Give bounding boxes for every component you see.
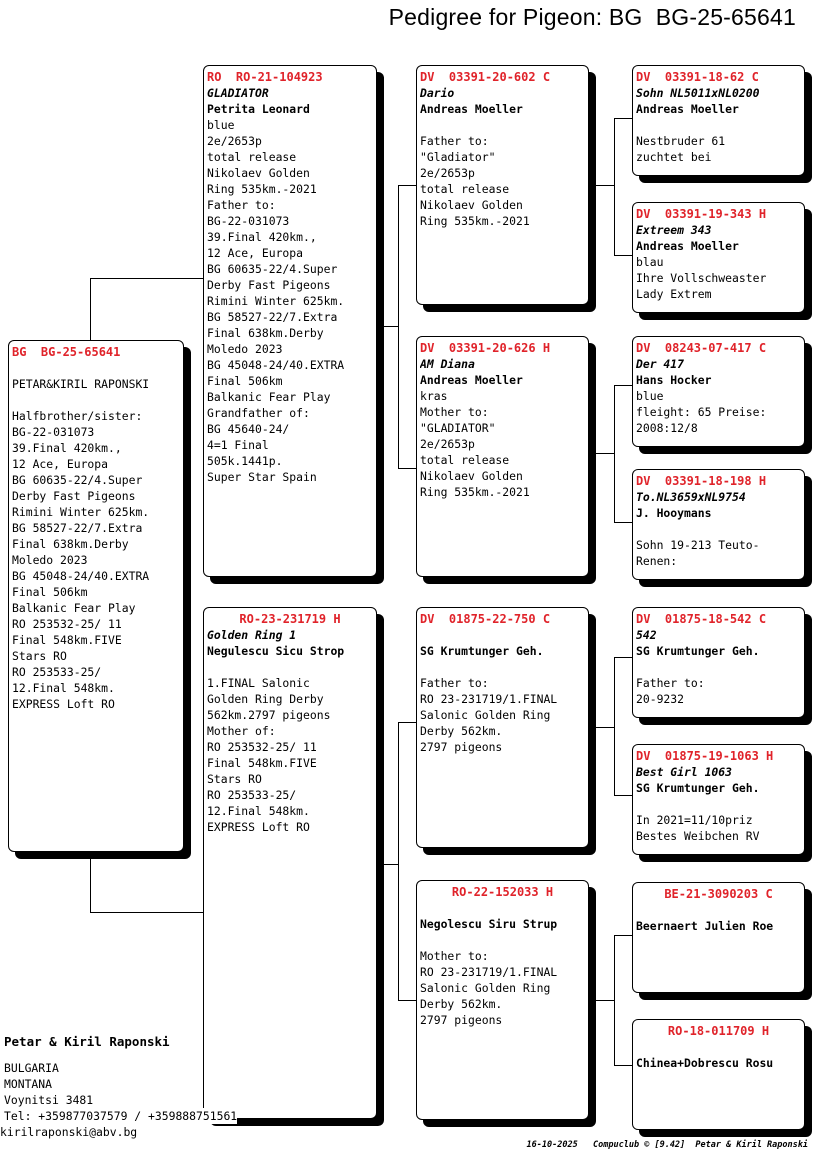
connector	[398, 468, 416, 469]
connector	[377, 326, 398, 327]
breeder-name: SG Krumtunger Geh.	[420, 644, 544, 658]
connector	[614, 935, 615, 1065]
pigeon-name: Golden Ring 1	[207, 628, 297, 642]
detail-line	[207, 659, 373, 675]
ring-number: DV 03391-19-343 H	[636, 207, 767, 221]
detail-line: total release	[420, 182, 510, 196]
detail-line: blue	[207, 118, 235, 132]
detail-line: Final 638km.Derby	[12, 537, 129, 551]
detail-line: Final 506km	[207, 374, 283, 388]
ring-number: RO-22-152033 H	[451, 885, 554, 899]
detail-line: Rimini Winter 625km.	[12, 505, 150, 519]
pigeon-card-fff[interactable]	[632, 65, 805, 176]
pigeon-details	[636, 659, 801, 707]
pigeon-name: Der 417	[636, 357, 685, 371]
detail-line: Father to:	[207, 198, 276, 212]
detail-line: Stars RO	[12, 649, 67, 663]
ring-number: RO RO-21-104923	[207, 70, 323, 84]
detail-line: RO 253532-25/ 11	[207, 740, 317, 754]
breeder-name: Andreas Moeller	[636, 239, 739, 253]
detail-line: 12 Ace, Europa	[207, 246, 304, 260]
detail-line: BG 45048-24/40.EXTRA	[207, 358, 345, 372]
detail-line: In 2021=11/10priz	[636, 813, 753, 827]
pigeon-card-ffm[interactable]	[632, 202, 805, 313]
breeder-name: Chinea+Dobrescu Rosu	[636, 1056, 774, 1070]
ring-number: DV 03391-18-62 C	[636, 70, 759, 84]
ring-number: RO-18-011709 H	[667, 1024, 770, 1038]
pigeon-card-mmm[interactable]	[632, 1019, 805, 1130]
connector	[614, 118, 615, 255]
connector	[614, 255, 632, 256]
detail-line: Final 506km	[12, 585, 88, 599]
detail-line: BG 58527-22/7.Extra	[12, 521, 143, 535]
connector	[398, 722, 399, 1000]
breeder-name: Beernaert Julien Roe	[636, 919, 774, 933]
detail-line: RO 253533-25/	[207, 788, 297, 802]
detail-line: BG 60635-22/4.Super	[12, 473, 143, 487]
connector	[398, 1000, 416, 1001]
detail-line: PETAR&KIRIL RAPONSKI	[12, 377, 150, 391]
breeder-name: Andreas Moeller	[420, 102, 523, 116]
breeder-name: Negulescu Sicu Strop	[207, 644, 345, 658]
ring-number: BE-21-3090203 C	[664, 887, 773, 901]
detail-line	[636, 659, 801, 675]
detail-line: 20-9232	[636, 692, 685, 706]
detail-line: 505k.1441p.	[207, 454, 283, 468]
connector	[614, 657, 615, 795]
detail-line	[420, 932, 585, 948]
connector	[589, 727, 614, 728]
detail-line: kras	[420, 389, 448, 403]
detail-line: Moledo 2023	[207, 342, 283, 356]
pigeon-details	[636, 388, 801, 436]
connector	[589, 185, 614, 186]
detail-line: Ring 535km.-2021	[420, 214, 530, 228]
detail-line: RO 253533-25/	[12, 665, 102, 679]
breeder-name: Hans Hocker	[636, 373, 712, 387]
detail-line: Ring 535km.-2021	[207, 182, 317, 196]
pigeon-details	[636, 254, 801, 302]
detail-line	[12, 360, 180, 376]
pigeon-name	[636, 902, 801, 918]
detail-line: 562km.2797 pigeons	[207, 708, 331, 722]
connector	[614, 795, 632, 796]
pigeon-details	[420, 117, 585, 229]
detail-line: EXPRESS Loft RO	[207, 820, 310, 834]
detail-line: zuchtet bei	[636, 150, 712, 164]
detail-line: "Gladiator"	[420, 150, 496, 164]
pigeon-details	[636, 796, 801, 844]
detail-line: Nikolaev Golden	[207, 166, 310, 180]
pigeon-details	[420, 388, 585, 500]
detail-line: Lady Extrem	[636, 287, 712, 301]
pigeon-card-mm[interactable]	[416, 880, 589, 1120]
detail-line: 12.Final 548km.	[12, 681, 115, 695]
detail-line: BG 45640-24/	[207, 422, 290, 436]
ring-number: DV 01875-19-1063 H	[636, 749, 774, 763]
pigeon-name: GLADIATOR	[207, 86, 269, 100]
breeder-name: SG Krumtunger Geh.	[636, 781, 760, 795]
pigeon-details	[420, 932, 585, 1028]
ring-number: DV 08243-07-417 C	[636, 341, 767, 355]
page-title: Pedigree for Pigeon: BG BG-25-65641	[388, 4, 796, 30]
connector	[589, 1000, 614, 1001]
detail-line: BG-22-031073	[207, 214, 290, 228]
detail-line: BG-22-031073	[12, 425, 95, 439]
owner-email: kirilraponski@abv.bg	[0, 1125, 138, 1139]
breeder-name: Andreas Moeller	[636, 102, 739, 116]
detail-line: Golden Ring Derby	[207, 692, 324, 706]
detail-line	[420, 659, 585, 675]
detail-line: Mother to:	[420, 949, 489, 963]
connector	[90, 278, 91, 340]
detail-line: 2797 pigeons	[420, 1013, 503, 1027]
pigeon-name: Extreem 343	[636, 223, 712, 237]
detail-line: 2e/2653p	[207, 134, 262, 148]
pigeon-card-fm[interactable]	[416, 336, 589, 577]
ring-number: RO-23-231719 H	[239, 612, 341, 626]
pigeon-card-mfm[interactable]	[632, 744, 805, 855]
pigeon-card-subject[interactable]	[8, 340, 184, 852]
detail-line: Moledo 2023	[12, 553, 88, 567]
detail-line: Mother of:	[207, 724, 276, 738]
connector	[614, 385, 632, 386]
detail-line: blau	[636, 255, 664, 269]
pigeon-card-mf[interactable]	[416, 607, 589, 848]
detail-line: Super Star Spain	[207, 470, 317, 484]
detail-line: EXPRESS Loft RO	[12, 697, 115, 711]
detail-line: Ring 535km.-2021	[420, 485, 530, 499]
owner-country: BULGARIA	[4, 1061, 59, 1075]
detail-line	[636, 521, 801, 537]
detail-line: Nestbruder 61	[636, 134, 726, 148]
pigeon-card-fmf[interactable]	[632, 336, 805, 447]
detail-line: Derby Fast Pigeons	[207, 278, 331, 292]
connector	[614, 385, 615, 522]
connector	[614, 522, 632, 523]
detail-line: blue	[636, 389, 664, 403]
connector	[90, 278, 204, 279]
connector	[90, 912, 204, 913]
detail-line: total release	[207, 150, 297, 164]
detail-line: Final 638km.Derby	[207, 326, 324, 340]
detail-line	[12, 392, 180, 408]
owner-name: Petar & Kiril Raponski	[4, 1034, 170, 1049]
pigeon-name: Dario	[420, 86, 455, 100]
connector	[398, 185, 416, 186]
owner-address: Voynitsi 3481	[4, 1093, 94, 1107]
connector	[90, 852, 91, 912]
pigeon-name: Best Girl 1063	[636, 765, 733, 779]
detail-line: Final 548km.FIVE	[12, 633, 122, 647]
detail-line: Nikolaev Golden	[420, 469, 523, 483]
detail-line: 2008:12/8	[636, 421, 698, 435]
breeder-name: Andreas Moeller	[420, 373, 523, 387]
detail-line: 12.Final 548km.	[207, 804, 310, 818]
detail-line: fleight: 65 Preise:	[636, 405, 767, 419]
ring-number: DV 01875-22-750 C	[420, 612, 551, 626]
detail-line: 4=1 Final	[207, 438, 269, 452]
detail-line: 2797 pigeons	[420, 740, 503, 754]
breeder-name: SG Krumtunger Geh.	[636, 644, 760, 658]
pigeon-details	[420, 659, 585, 755]
owner-phone: Tel: +359877037579 / +359888751561	[4, 1109, 238, 1123]
connector	[589, 453, 614, 454]
owner-region: MONTANA	[4, 1077, 53, 1091]
breeder-name: J. Hooymans	[636, 506, 712, 520]
detail-line: Bestes Weibchen RV	[636, 829, 760, 843]
detail-line	[636, 796, 801, 812]
detail-line: 39.Final 420km.,	[207, 230, 317, 244]
connector	[614, 1065, 632, 1066]
pigeon-details	[207, 659, 373, 835]
detail-line: Sohn 19-213 Teuto-	[636, 538, 760, 552]
detail-line: Derby 562km.	[420, 997, 503, 1011]
pigeon-details	[636, 521, 801, 569]
pigeon-card-ff[interactable]	[416, 65, 589, 305]
detail-line: total release	[420, 453, 510, 467]
detail-line: Mother to:	[420, 405, 489, 419]
detail-line: Nikolaev Golden	[420, 198, 523, 212]
detail-line: BG 45048-24/40.EXTRA	[12, 569, 150, 583]
detail-line: BG 58527-22/7.Extra	[207, 310, 338, 324]
owner-info	[0, 1034, 238, 1140]
connector	[614, 657, 632, 658]
connector	[377, 864, 398, 865]
detail-line: Ihre Vollschweaster	[636, 271, 767, 285]
detail-line: Stars RO	[207, 772, 262, 786]
ring-number: BG BG-25-65641	[12, 345, 121, 359]
pigeon-name	[636, 1039, 801, 1055]
detail-line: Balkanic Fear Play	[207, 390, 331, 404]
ring-number: DV 03391-20-626 H	[420, 341, 551, 355]
detail-line: 2e/2653p	[420, 166, 475, 180]
detail-line: 12 Ace, Europa	[12, 457, 109, 471]
pigeon-name: 542	[636, 628, 657, 642]
detail-line: 39.Final 420km.,	[12, 441, 122, 455]
footer-credit: 16-10-2025 Compuclub © [9.42] Petar & Kiril Raponski	[526, 1140, 808, 1150]
pigeon-name	[420, 627, 585, 643]
pigeon-card-father[interactable]	[203, 65, 377, 577]
detail-line: Renen:	[636, 554, 678, 568]
detail-line: Grandfather of:	[207, 406, 310, 420]
detail-line: Final 548km.FIVE	[207, 756, 317, 770]
detail-line: Derby 562km.	[420, 724, 503, 738]
detail-line: Halfbrother/sister:	[12, 409, 143, 423]
detail-line: RO 23-231719/1.FINAL	[420, 965, 558, 979]
detail-line: Rimini Winter 625km.	[207, 294, 345, 308]
pigeon-card-fmm[interactable]	[632, 469, 805, 580]
detail-line: 1.FINAL Salonic	[207, 676, 310, 690]
breeder-name: Petrita Leonard	[207, 102, 310, 116]
detail-line: Balkanic Fear Play	[12, 601, 136, 615]
detail-line	[636, 117, 801, 133]
ring-number: DV 01875-18-542 C	[636, 612, 767, 626]
ring-number: DV 03391-20-602 C	[420, 70, 551, 84]
detail-line: Father to:	[420, 134, 489, 148]
breeder-name: Negolescu Siru Strup	[420, 917, 558, 931]
detail-line: Father to:	[420, 676, 489, 690]
detail-line: BG 60635-22/4.Super	[207, 262, 338, 276]
pigeon-card-mff[interactable]	[632, 607, 805, 718]
pigeon-name	[420, 900, 585, 916]
detail-line: Father to:	[636, 676, 705, 690]
detail-line: Salonic Golden Ring	[420, 981, 551, 995]
pigeon-name: Sohn NL5011xNL0200	[636, 86, 760, 100]
detail-line: RO 253532-25/ 11	[12, 617, 122, 631]
ring-number: DV 03391-18-198 H	[636, 474, 767, 488]
detail-line: RO 23-231719/1.FINAL	[420, 692, 558, 706]
connector	[398, 722, 416, 723]
detail-line: "GLADIATOR"	[420, 421, 496, 435]
pigeon-name: AM Diana	[420, 357, 475, 371]
pigeon-details	[12, 360, 180, 712]
pigeon-card-mmf[interactable]	[632, 882, 805, 993]
pigeon-details	[207, 117, 373, 485]
detail-line: 2e/2653p	[420, 437, 475, 451]
connector	[614, 118, 632, 119]
connector	[614, 935, 632, 936]
detail-line	[420, 117, 585, 133]
connector	[398, 185, 399, 468]
detail-line: Derby Fast Pigeons	[12, 489, 136, 503]
pigeon-details	[636, 117, 801, 165]
detail-line: Salonic Golden Ring	[420, 708, 551, 722]
pigeon-name: To.NL3659xNL9754	[636, 490, 746, 504]
